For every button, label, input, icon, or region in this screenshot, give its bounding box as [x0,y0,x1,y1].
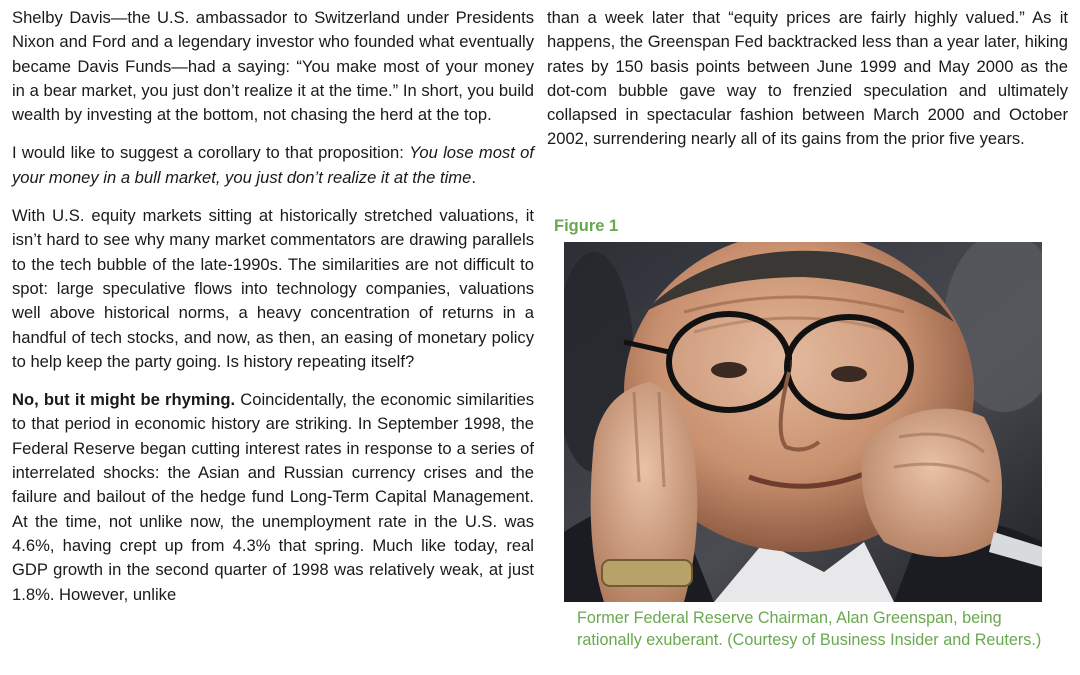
paragraph-valuations: With U.S. equity markets sitting at historically stretched valuations, it isn’t hard to see why many market commentators are drawing parallels to the tech bubble of the late-1990s. The similarities are not difficult to spot: large speculative flows into technology companies, valuations well above historical norms, a heavy concentration of returns in a handful of tech stocks, and now, as then, an easing of monetary policy to help keep the party going. Is history repeating itself? [12,206,534,371]
corollary-italic: You lose most of your money in a bull market, you just don’t realize it at the time [12,143,534,187]
paragraph-shelby-davis: Shelby Davis—the U.S. ambassador to Switzerland under Presidents Nixon and Ford and a legendary investor who founded what eventually became Davis Funds—had a saying: “You make most of your money in a bear market, you just don’t realize it at the time.” In short, you build wealth by investing at the bottom, not chasing the herd at the top. [12,8,534,125]
rhyming-body: Coincidentally, the economic similarities to that period in economic history are striking. In September 1998, the Federal Reserve began cutting interest rates in response to a series of interrelated shocks: the Asian and Russian currency crises and the failure and bailout of the hedge fund Long-Term Capital Management. At the time, not unlike now, the unemployment rate in the U.S. was 4.6%, having crept up from 4.3% that spring. Much like today, real GDP growth in the second quarter of 1998 was relatively weak, at just 1.8%. However, unlike [12,390,534,604]
paragraph-greenspan-fed: than a week later that “equity prices are fairly highly valued.” As it happens, the Greenspan Fed backtracked less than a year later, hiking rates by 150 basis points between June 1999 and May 2000 as the dot-com bubble gave way to frenzied speculation and ultimately collapsed in spectacular fashion between March 2000 and October 2002, surrendering nearly all of its gains from the prior five years. [547,8,1068,149]
rhyming-lead-bold: No, but it might be rhyming. [12,390,236,410]
corollary-lead: I would like to suggest a corollary to that proposition: [12,143,410,163]
paragraph-corollary [12,141,534,190]
figure-caption: Former Federal Reserve Chairman, Alan Greenspan, being rationally exuberant. (Courtesy of Business Insider and Reuters.) [577,609,1042,649]
corollary-end: . [471,167,476,187]
figure-label: Figure 1 [554,217,619,235]
greenspan-photo [564,242,1042,602]
right-column [547,6,1068,152]
left-column [12,6,534,607]
paragraph-rhyming [12,388,534,607]
